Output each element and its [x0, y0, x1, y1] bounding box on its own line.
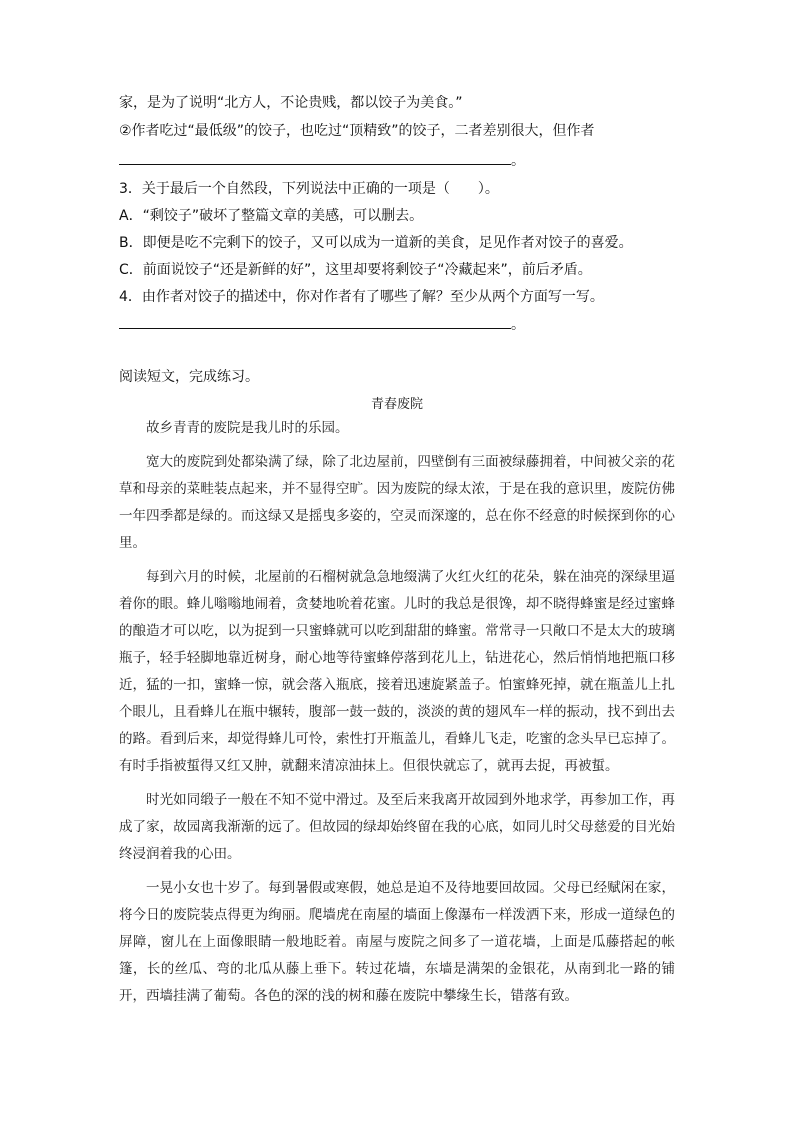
question-3-option-b: B．即便是吃不完剩下的饺子，又可以成为一道新的美食，足见作者对饺子的喜爱。	[119, 235, 633, 251]
question-3-option-a: A．“剩饺子”破坏了整篇文章的美感，可以删去。	[119, 208, 424, 224]
story-paragraph: 时光如同缎子一般在不知不觉中滑过。及至后来我离开故园到外地求学，再参加工作，再成了家，故园离我渐渐的远了。但故园的绿却始终留在我的心底，如同儿时父母慈爱的目光始终浸润着我的心田。	[119, 792, 675, 862]
answer-period: 。	[511, 317, 525, 333]
story-paragraph: 故乡青青的废院是我儿时的乐园。	[146, 420, 349, 436]
reading-instruction: 阅读短文，完成练习。	[119, 369, 259, 385]
answer-blank-2[interactable]	[119, 314, 525, 335]
question-2-subquestion-2: ②作者吃过“最低级”的饺子，也吃过“顶精致”的饺子，二者差别很大，但作者	[119, 123, 595, 139]
story-body	[119, 415, 675, 1017]
story-title: 青春废院	[370, 397, 423, 412]
question-3-option-c: C．前面说饺子“还是新鲜的好”，这里却要将剩饺子“冷藏起来”，前后矛盾。	[119, 262, 592, 278]
question-3-stem: 3．关于最后一个自然段，下列说法中正确的一项是（ ）。	[119, 181, 499, 197]
question-2-continuation: 家，是为了说明“北方人，不论贵贱，都以饺子为美食。”	[119, 95, 463, 111]
answer-blank-1[interactable]	[119, 150, 525, 171]
answer-underline	[119, 314, 511, 329]
story-paragraph: 宽大的废院到处都染满了绿，除了北边屋前，四壁倒有三面被绿藤拥着，中间被父亲的花草和母亲的菜畦装点起来，并不显得空旷。因为废院的绿太浓，于是在我的意识里，废院仿佛一年四季都是绿的。而这绿又是摇曳多姿的，空灵而深邃的，总在你不经意的时候探到你的心里。	[119, 454, 675, 551]
answer-period: 。	[511, 153, 525, 169]
question-4-stem: 4．由作者对饺子的描述中，你对作者有了哪些了解？至少从两个方面写一写。	[119, 289, 604, 305]
answer-underline	[119, 150, 511, 165]
story-paragraph: 一晃小女也十岁了。每到暑假或寒假，她总是迫不及待地要回故园。父母已经赋闲在家，将今日的废院装点得更为绚丽。爬墙虎在南屋的墙面上像瀑布一样泼洒下来，形成一道绿色的屏障，窗儿在上面像眼睛一般地眨着。南屋与废院之间多了一道花墙，上面是瓜藤搭起的帐篷，长的丝瓜、弯的北瓜从藤上垂下。转过花墙，东墙是满架的金银花，从南到北一路的铺开，西墙挂满了葡萄。各色的深的浅的树和藤在废院中攀缘生长，错落有致。	[119, 880, 675, 1004]
story-paragraph: 每到六月的时候，北屋前的石榴树就急急地缀满了火红火红的花朵，躲在油亮的深绿里逼着你的眼。蜂儿嗡嗡地闹着，贪婪地吮着花蜜。儿时的我总是很馋，却不晓得蜂蜜是经过蜜蜂的酿造才可以吃，以为捉到一只蜜蜂就可以吃到甜甜的蜂蜜。常常寻一只敞口不是太大的玻璃瓶子，轻手轻脚地靠近树身，耐心地等待蜜蜂停落到花儿上，钻进花心，然后悄悄地把瓶口移近，猛的一扣，蜜蜂一惊，就会落入瓶底，接着迅速旋紧盖子。怕蜜蜂死掉，就在瓶盖儿上扎个眼儿，且看蜂儿在瓶中辗转，腹部一鼓一鼓的，淡淡的黄的翅风车一样的振动，找不到出去的路。看到后来，却觉得蜂儿可怜，索性打开瓶盖儿，看蜂儿飞走，吃蜜的念头早已忘掉了。有时手指被蜇得又红又肿，就翻来清凉油抹上。但很快就忘了，就再去捉，再被蜇。	[119, 569, 675, 774]
